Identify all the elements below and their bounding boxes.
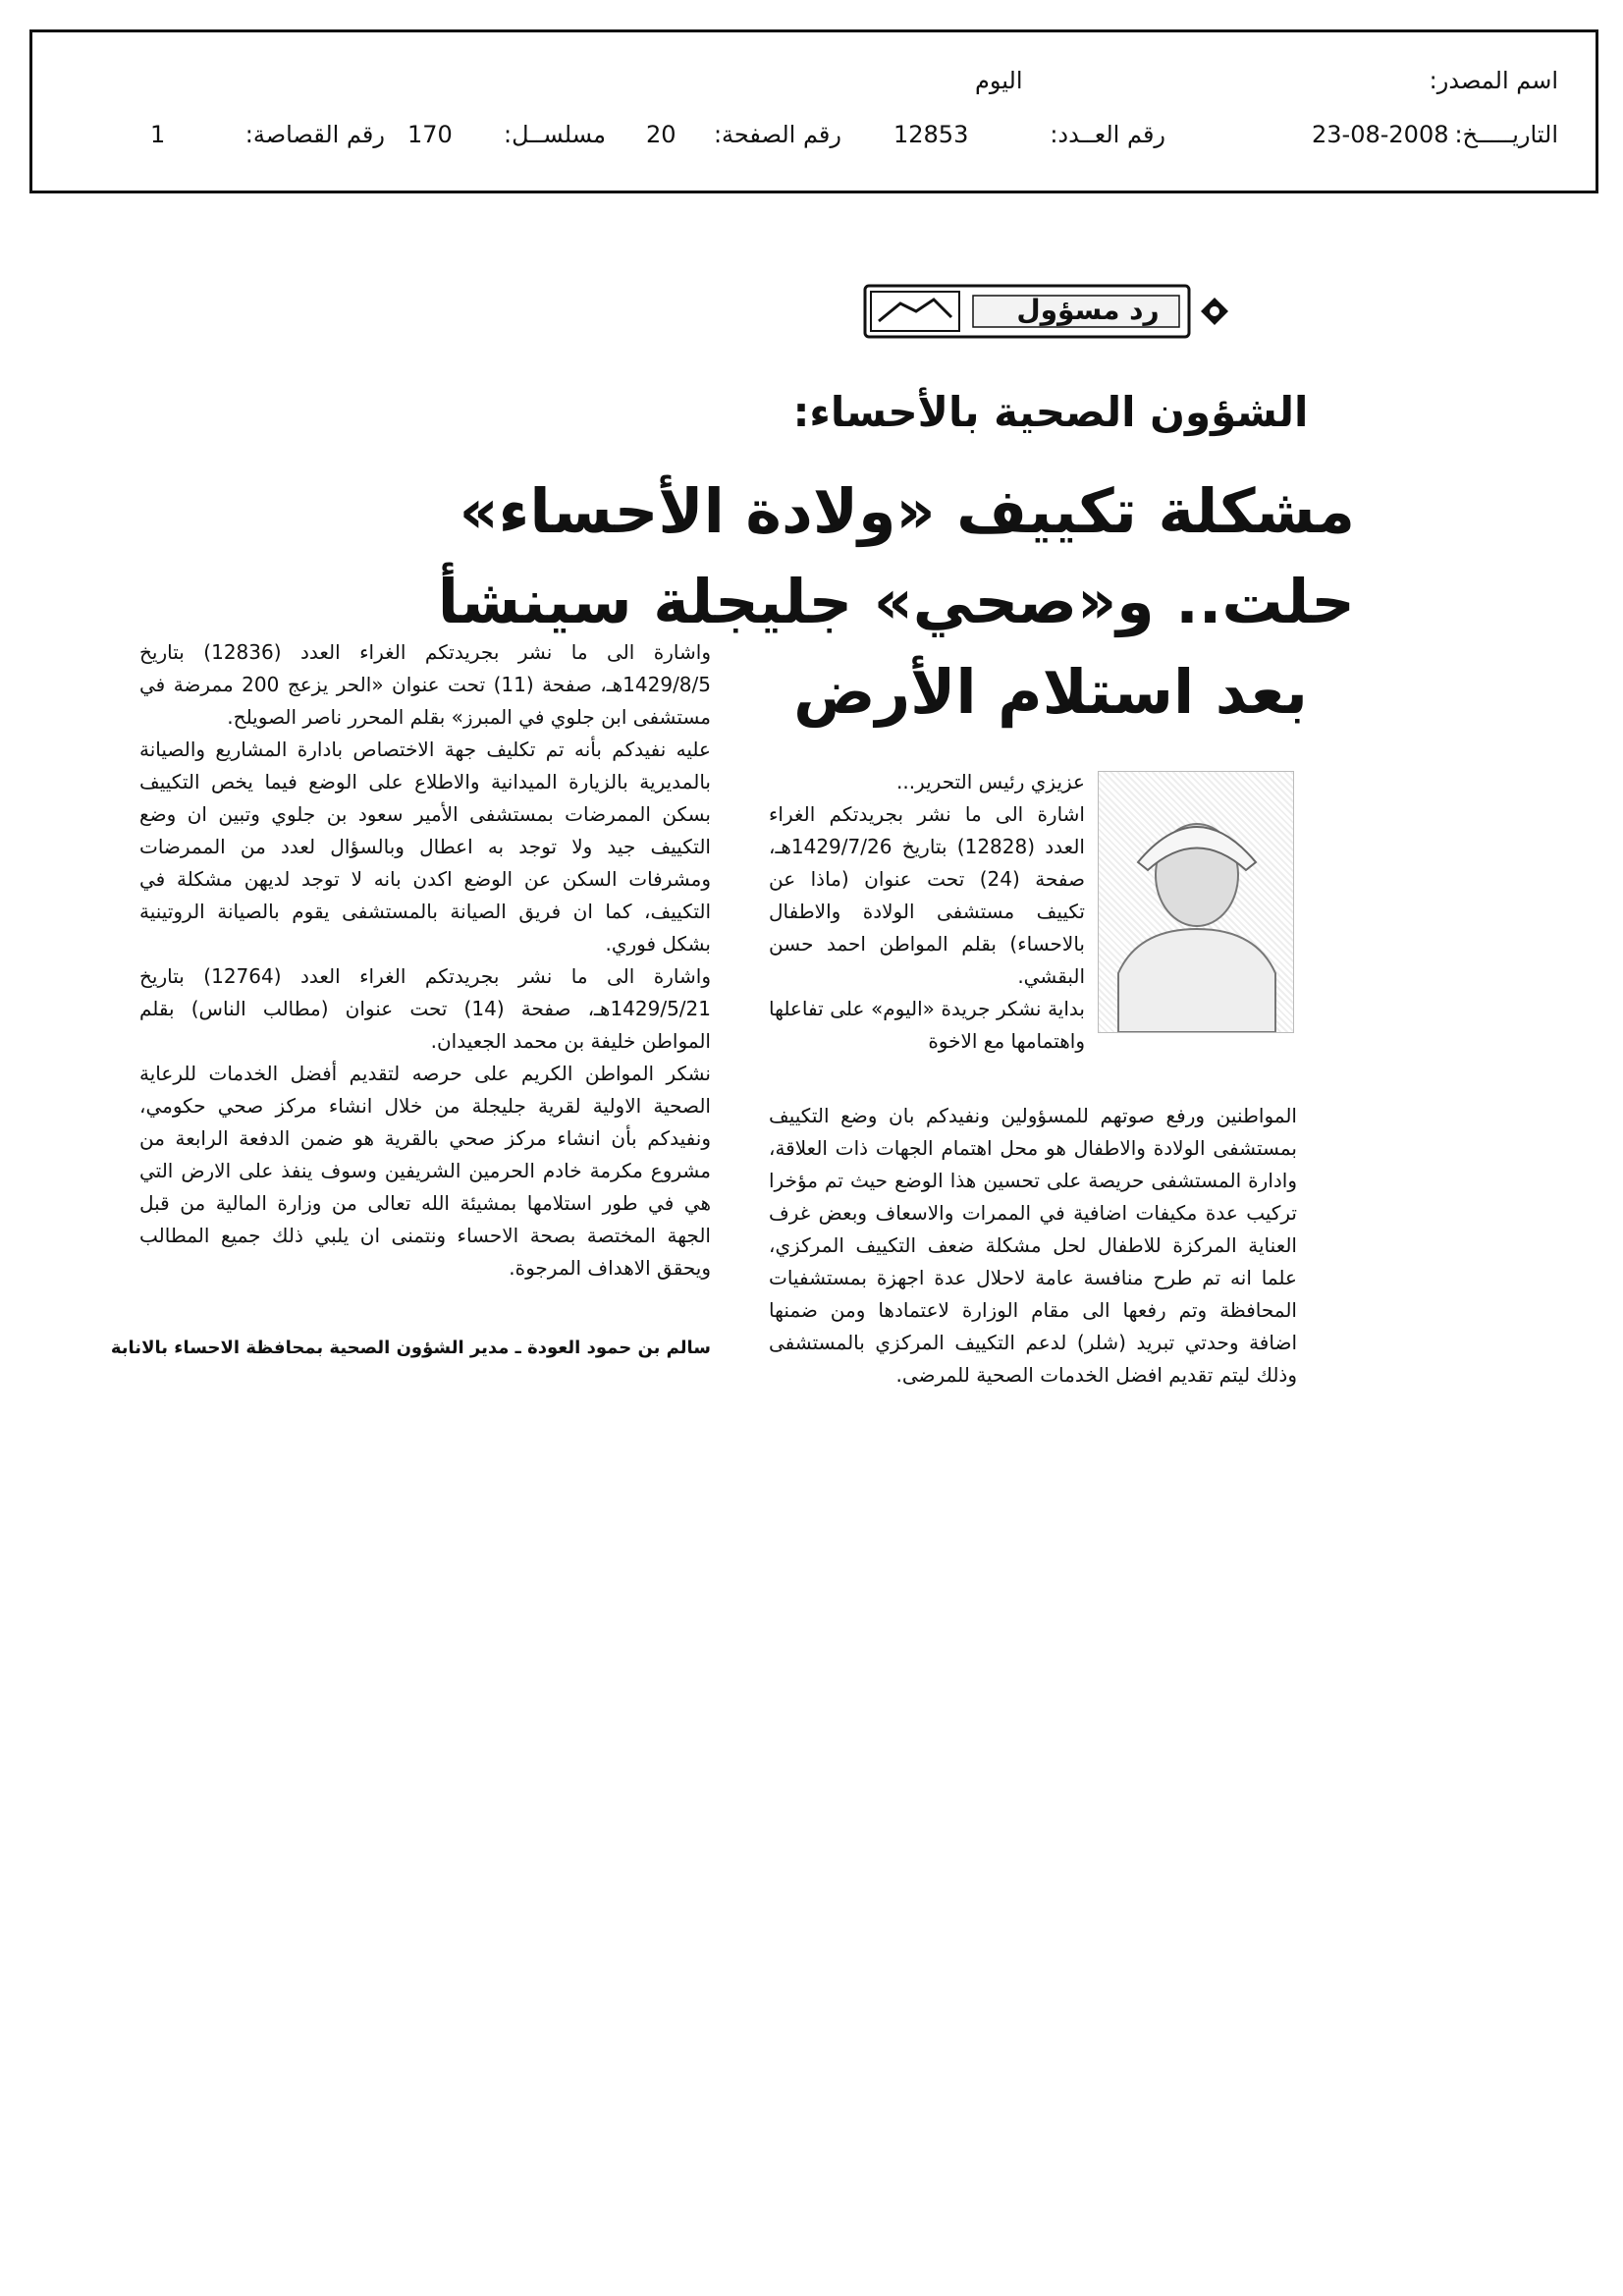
page-label: رقم الصفحة: [713,121,841,148]
clipping-info-box [29,29,1598,193]
serial-value: 170 [407,121,453,148]
article-paragraph: اشارة الى ما نشر بجريدتكم الغراء العدد (12828) بتاريخ 1429/7/26هـ، صفحة (24) تحت عنوان (ماذا عن تكييف مستشفى الولادة والاطفال بالاحساء) بقلم المواطن احمد حسن البقشي. [769,802,1085,988]
date-label: التاريـــــخ: [1454,121,1558,148]
newspaper-name: اليوم [975,67,1023,94]
clipping-label: رقم القصاصة: [244,121,385,148]
headline-line: بعد استلام الأرض [793,656,1308,728]
headline-line: حلت.. و«صحي» جليجلة سينشأ [437,566,1355,637]
article-headline [437,466,1355,738]
article-paragraph: بداية نشكر جريدة «اليوم» على تفاعلها واهتمامها مع الاخوة [769,997,1085,1053]
salutation: عزيزي رئيس التحرير... [895,770,1085,793]
date-value: 23-08-2008 [1312,121,1449,148]
author-signature: سالم بن حمود العودة ـ مدير الشؤون الصحية بمحافظة الاحساء بالانابة [110,1338,711,1358]
right-column-body [769,1100,1297,1392]
headline-line: مشكلة تكييف «ولادة الأحساء» [459,475,1355,547]
article-paragraph: واشارة الى ما نشر بجريدتكم الغراء العدد (12836) بتاريخ 1429/8/5هـ، صفحة (11) تحت عنوان «الحر يزعج 200 ممرضة في مستشفى ابن جلوي في المبرز» بقلم المحرر ناصر الصويلح. [139,640,711,729]
article-paragraph: المواطنين ورفع صوتهم للمسؤولين ونفيدكم بان وضع التكييف بمستشفى الولادة والاطفال هو محل اهتمام الجهات ذات العلاقة، وادارة المستشفى حريصة على تحسين هذا الوضع حيث تم مؤخرا تركيب عدة مكيفات اضافية في الممرات والاسعاف وبعض غرف العناية المركزة للاطفال لحل مشكلة ضعف التكييف المركزي، علما انه تم طرح منافسة عامة لاحلال عدة اجهزة بمستشفيات المحافظة وتم رفعها الى مقام الوزارة لاعتمادها ومن ضمنها اضافة وحدتي تبريد (شلر) لدعم التكييف المركزي بالمستشفى وذلك ليتم تقديم افضل الخدمات الصحية للمرضى. [769,1104,1297,1387]
column-logo-text: رد مسؤول [1016,294,1160,326]
right-column-intro [769,766,1085,1058]
serial-label: مسلســل: [504,121,606,148]
source-label: اسم المصدر: [1429,67,1558,94]
page-value: 20 [646,121,676,148]
left-column [139,636,711,1285]
article-paragraph: واشارة الى ما نشر بجريدتكم الغراء العدد (12764) بتاريخ 1429/5/21هـ، صفحة (14) تحت عنوان (مطالب الناس) بقلم المواطن خليفة بن محمد الجعيدان. [139,964,711,1053]
article-paragraph: عليه نفيدكم بأنه تم تكليف جهة الاختصاص بادارة المشاريع والصيانة بالمديرية بالزيارة الميدانية والاطلاع على الوضع فيما يخص التكييف بسكن الممرضات بمستشفى الأمير سعود بن جلوي وتبين ان وضع التكييف جيد ولا توجد به اعطال وبالسؤال لعدد من الممرضات ومشرفات السكن عن الوضع اكدن بانه لا توجد لديهن مشكلة في التكييف، كما ان فريق الصيانة بالمستشفى يقوم بالصيانة الروتينية بشكل فوري. [139,738,711,956]
person-portrait-icon [1099,772,1293,1032]
issue-label: رقم العــدد: [1050,121,1165,148]
clipping-value: 1 [150,121,166,148]
issue-value: 12853 [893,121,969,148]
column-logo [857,278,1235,345]
official-photo [1098,771,1294,1033]
article-paragraph: نشكر المواطن الكريم على حرصه لتقديم أفضل الخدمات للرعاية الصحية الاولية لقرية جليجلة من خلال انشاء مركز صحي حكومي، ونفيدكم بأن انشاء مركز صحي بالقرية هو ضمن الدفعة الرابعة من مشروع مكرمة خادم الحرمين الشريفين وسوف ينفذ على الارض التي هي في طور استلامها بمشيئة الله تعالى من وزارة المالية من قبل الجهة المختصة بصحة الاحساء ونتمنى ان يلبي ذلك جميع المطالب ويحقق الاهداف المرجوة. [139,1062,711,1280]
article-kicker: الشؤون الصحية بالأحساء: [792,388,1309,436]
